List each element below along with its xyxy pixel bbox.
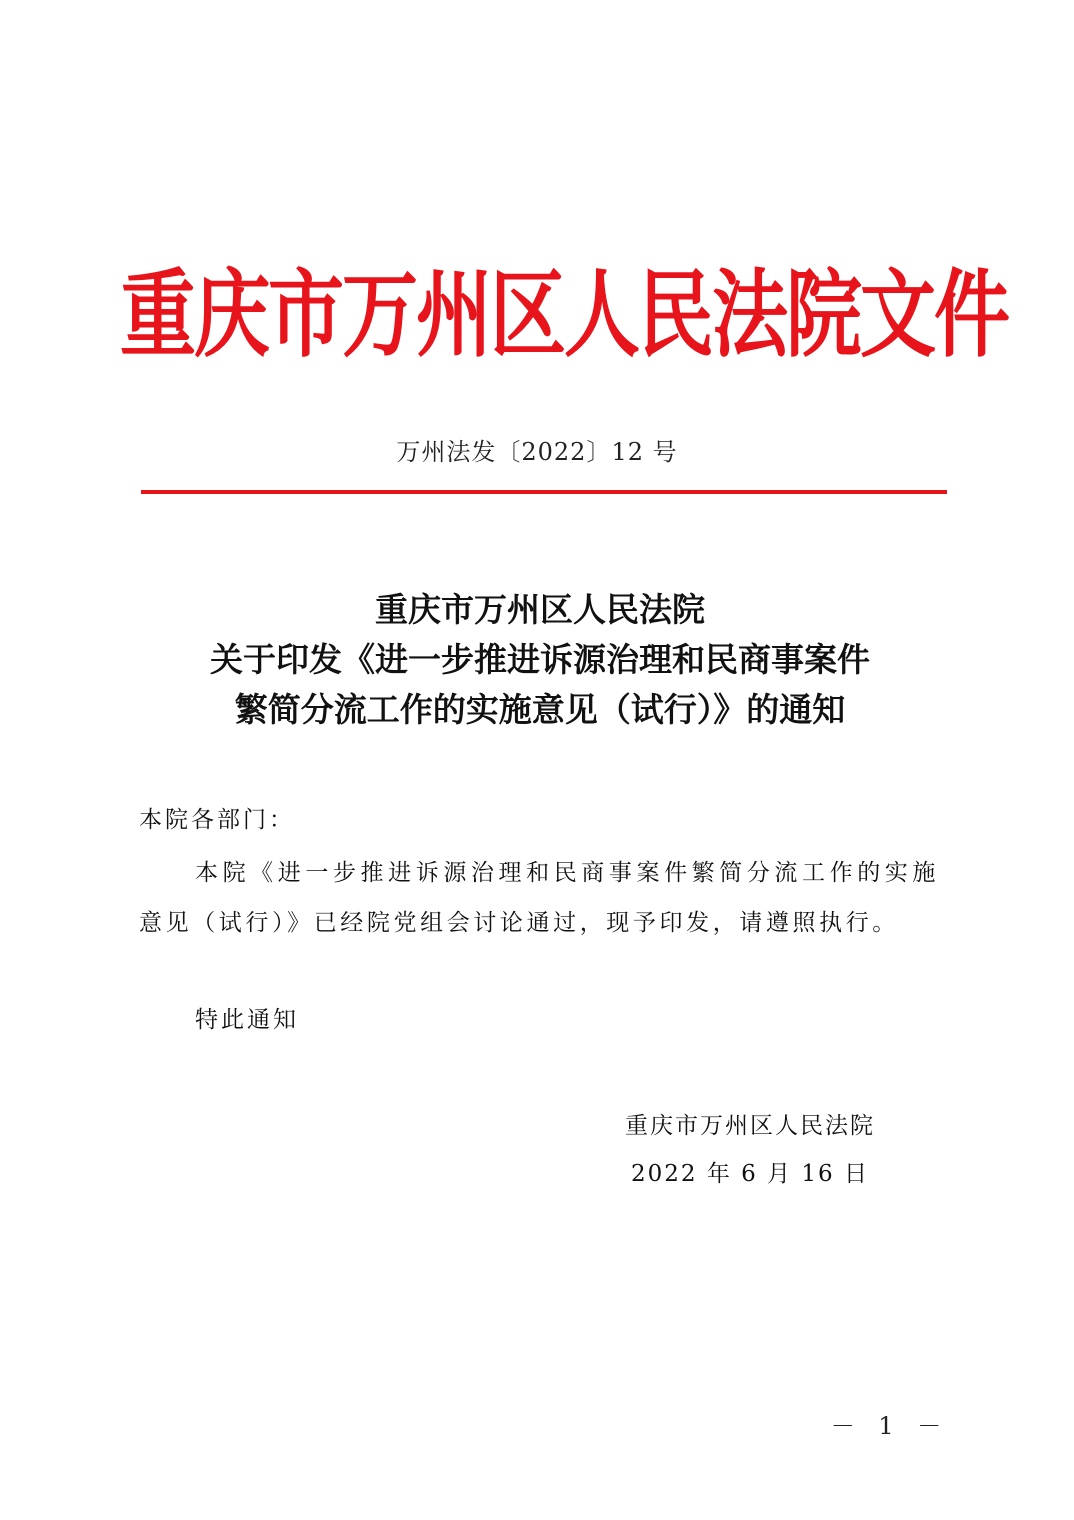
signature-organization: 重庆市万州区人民法院	[625, 1113, 875, 1139]
document-masthead: 重庆市万州区人民法院文件	[120, 258, 1008, 370]
salutation: 本院各部门：	[139, 807, 295, 833]
body-paragraph: 本院《进一步推进诉源治理和民商事案件繁简分流工作的实施意见（试行）》已经院党组会讨论通过，现予印发，请遵照执行。	[139, 860, 939, 936]
document-number: 万州法发〔2022〕12 号	[396, 438, 678, 466]
page-number: － 1 －	[830, 1412, 950, 1440]
closing-phrase: 特此通知	[195, 1007, 299, 1033]
title-line-2: 关于印发《进一步推进诉源治理和民商事案件	[210, 640, 870, 679]
red-divider-line	[141, 490, 947, 494]
title-line-3: 繁简分流工作的实施意见（试行）》的通知	[234, 690, 846, 729]
signature-date: 2022 年 6 月 16 日	[631, 1161, 869, 1187]
signature-block	[560, 1102, 940, 1198]
document-title	[100, 585, 980, 735]
title-line-1: 重庆市万州区人民法院	[375, 590, 705, 629]
